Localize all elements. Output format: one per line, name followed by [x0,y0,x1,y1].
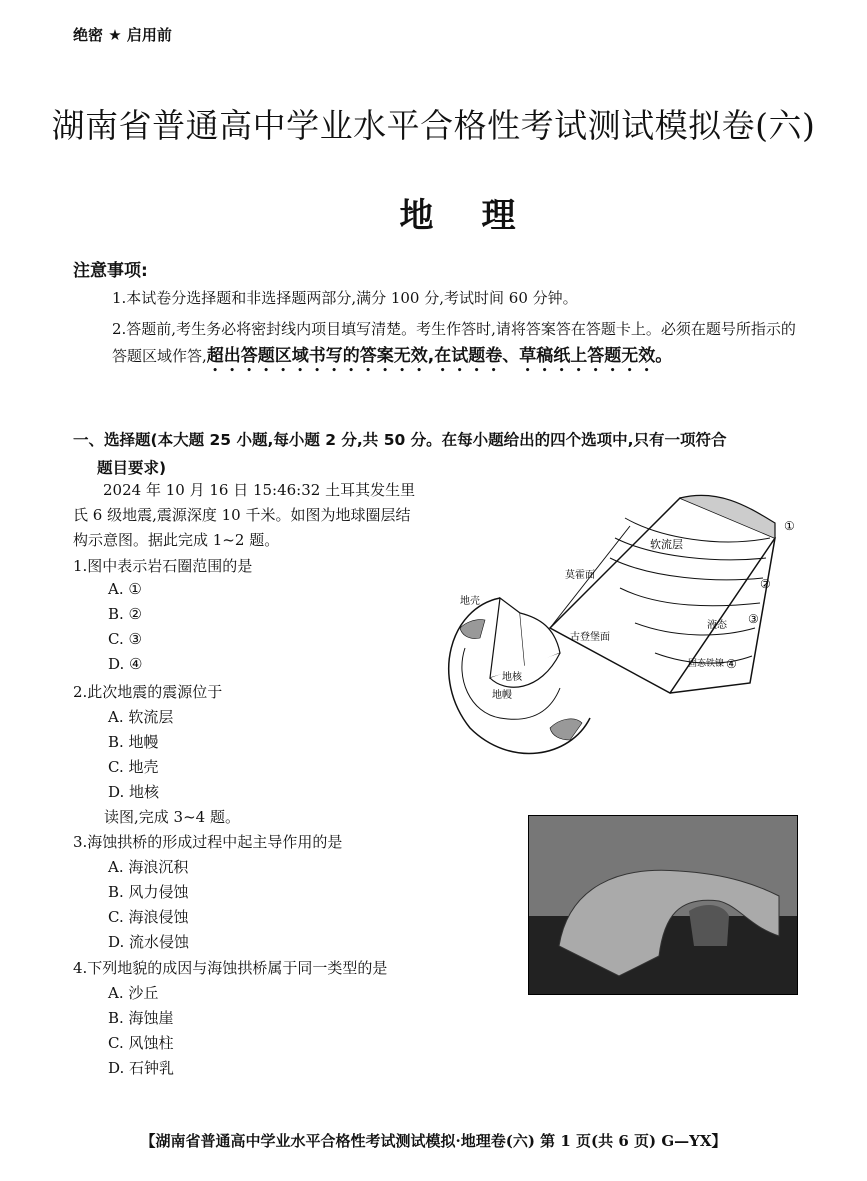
q1-option-c: C. ③ [108,630,142,648]
intro-q1-2: 2024 年 10 月 16 日 15:46:32 土耳其发生里氏 6 级地震,震源深度 10 千米。如图为地球圈层结构示意图。据此完成 1~2 题。 [73,481,416,549]
label-gutenberg: 古登堡面 [570,632,610,643]
marker-4: ④ [726,657,737,671]
subject-title: 地理 [399,196,564,236]
label-crust: 地壳 [460,596,480,607]
marker-3: ③ [748,612,759,626]
q2-option-c: C. 地壳 [108,758,159,776]
question-4: 4.下列地貌的成因与海蚀拱桥属于同一类型的是 [73,959,388,977]
page-footer: 【湖南省普通高中学业水平合格性考试测试模拟·地理卷(六) 第 1 页(共 6 页) G—YX】 [140,1132,727,1150]
q4-option-c: C. 风蚀柱 [108,1034,174,1052]
q3-option-d: D. 流水侵蚀 [108,933,190,951]
earth-layers-diagram [430,478,810,768]
label-mantle: 地幔 [492,690,512,701]
label-asthenosphere: 软流层 [650,538,683,551]
q1-option-d: D. ④ [108,655,143,673]
label-liquid: 液态 [707,620,727,631]
sea-arch-photo [528,815,798,995]
q4-option-b: B. 海蚀崖 [108,1009,174,1027]
confidential-label: 绝密 ★ 启用前 [73,26,172,44]
section-heading [73,426,803,482]
notice-item-1: 1.本试卷分选择题和非选择题两部分,满分 100 分,考试时间 60 分钟。 [112,289,578,307]
q2-option-a: A. 软流层 [108,708,174,726]
q3-option-b: B. 风力侵蚀 [108,883,189,901]
marker-2: ② [760,577,771,591]
intro-q3-4: 读图,完成 3~4 题。 [104,808,240,826]
question-2: 2.此次地震的震源位于 [73,683,223,701]
label-solid-iron-nickel: 固态铁镍 [688,659,725,669]
notice-heading: 注意事项: [73,261,148,281]
q2-option-d: D. 地核 [108,783,160,801]
q4-option-d: D. 石钟乳 [108,1059,175,1077]
exam-title: 湖南省普通高中学业水平合格性考试测试模拟卷(六) [51,106,816,145]
section-heading-line2: 题目要求) [97,459,167,477]
marker-1: ① [784,519,795,533]
label-moho: 莫霍面 [565,570,595,581]
label-core: 地核 [502,672,522,683]
q4-option-a: A. 沙丘 [108,984,159,1002]
q3-option-c: C. 海浪侵蚀 [108,908,189,926]
q2-option-b: B. 地幔 [108,733,159,751]
q1-option-b: B. ② [108,605,143,623]
notice-item-2 [112,316,802,376]
q3-option-a: A. 海浪沉积 [108,858,189,876]
question-3: 3.海蚀拱桥的形成过程中起主导作用的是 [73,833,343,851]
notice-item-2-text: 2.答题前,考生务必将密封线内项目填写清楚。考生作答时,请将答案答在答题卡上。必须在题号所指示的答题区域作答, [112,320,796,365]
section-heading-line1: 一、选择题(本大题 25 小题,每小题 2 分,共 50 分。在每小题给出的四个选项中,只有一项符合 [73,431,727,449]
sea-arch-image [529,816,797,994]
question-1: 1.图中表示岩石圈范围的是 [73,557,253,575]
q1-option-a: A. ① [108,580,142,598]
notice-item-2-emphasis: 超出答题区域书写的答案无效,在试题卷、草稿纸上答题无效。 [206,346,673,366]
